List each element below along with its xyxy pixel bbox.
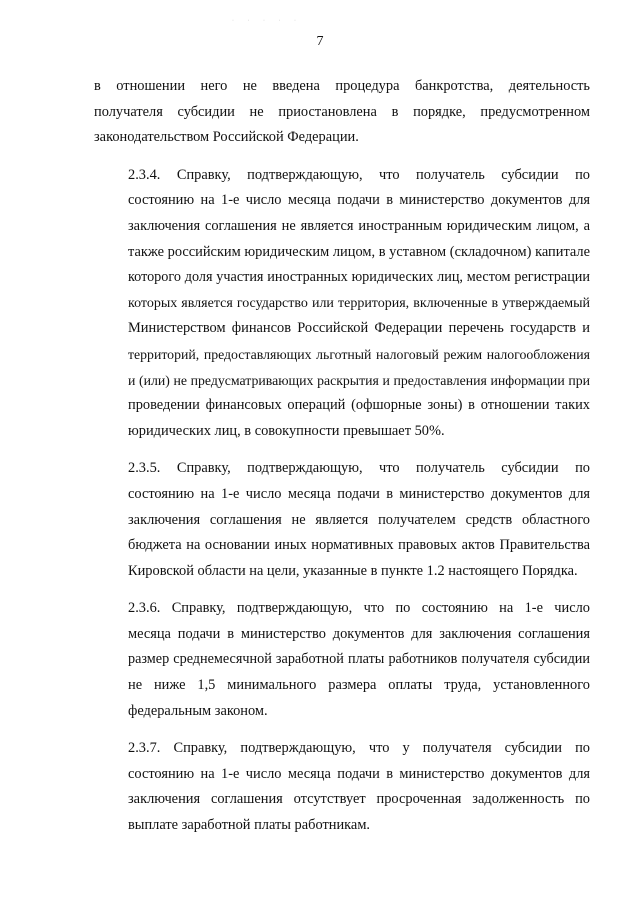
text-line: заключения соглашения отсутствует просроченная задолженность по (128, 791, 590, 808)
text-line: Министерством финансов Российской Федерации перечень государств и (128, 320, 590, 337)
text-line: 2.3.4. Справку, подтверждающую, что получатель субсидии по (128, 166, 590, 183)
text-line: и (или) не предусматривающих раскрытия и предоставления информации при (128, 372, 590, 388)
text-line: не ниже 1,5 минимального размера оплаты труда, установленного (128, 677, 590, 694)
text-line: бюджета на основании иных нормативных правовых актов Правительства (128, 537, 590, 554)
text-line: 2.3.5. Справку, подтверждающую, что получатель субсидии по (128, 460, 590, 477)
text-line: заключения соглашения не является получателем средств областного (128, 511, 590, 528)
text-line: территорий, предоставляющих льготный налоговый режим налогообложения (128, 346, 590, 362)
text-line: месяца подачи в министерство документов для заключения соглашения (128, 625, 590, 642)
document-body (94, 74, 590, 851)
text-line: 2.3.6. Справку, подтверждающую, что по состоянию на 1-е число (128, 600, 590, 617)
paragraph-2-3-5 (94, 456, 590, 584)
scan-artifact: · · · · · (232, 18, 302, 24)
text-line: получателя субсидии не приостановлена в порядке, предусмотренном (94, 103, 590, 120)
text-line: которых является государство или территория, включенные в утверждаемый (128, 295, 590, 311)
paragraph-continuation (94, 74, 590, 151)
text-line: законодательством Российской Федерации. (94, 129, 359, 146)
paragraph-2-3-7 (94, 736, 590, 838)
text-line: размер среднемесячной заработной платы работников получателя субсидии (128, 651, 590, 668)
text-line: 2.3.7. Справку, подтверждающую, что у получателя субсидии по (128, 740, 590, 757)
text-line: состоянию на 1-е число месяца подачи в министерство документов для (128, 765, 590, 782)
text-line: состоянию на 1-е число месяца подачи в министерство документов для (128, 485, 590, 502)
text-line: Кировской области на цели, указанные в пункте 1.2 настоящего Порядка. (128, 562, 578, 579)
paragraph-2-3-4 (94, 163, 590, 445)
text-line: юридических лиц, в совокупности превышает 50%. (128, 422, 445, 439)
text-line: выплате заработной платы работникам. (128, 817, 371, 834)
page-number: 7 (316, 34, 324, 49)
text-line: заключения соглашения не является иностранным юридическим лицом, а (128, 217, 590, 234)
text-line: проведении финансовых операций (офшорные зоны) в отношении таких (128, 397, 590, 414)
text-line: также российским юридическим лицом, в уставном (складочном) капитале (128, 243, 590, 260)
text-line: федеральным законом. (128, 702, 268, 719)
text-line: состоянию на 1-е число месяца подачи в министерство документов для (128, 192, 590, 209)
paragraph-2-3-6 (94, 596, 590, 724)
text-line: которого доля участия иностранных юридических лиц, местом регистрации (128, 269, 590, 286)
text-line: в отношении него не введена процедура банкротства, деятельность (94, 78, 590, 94)
